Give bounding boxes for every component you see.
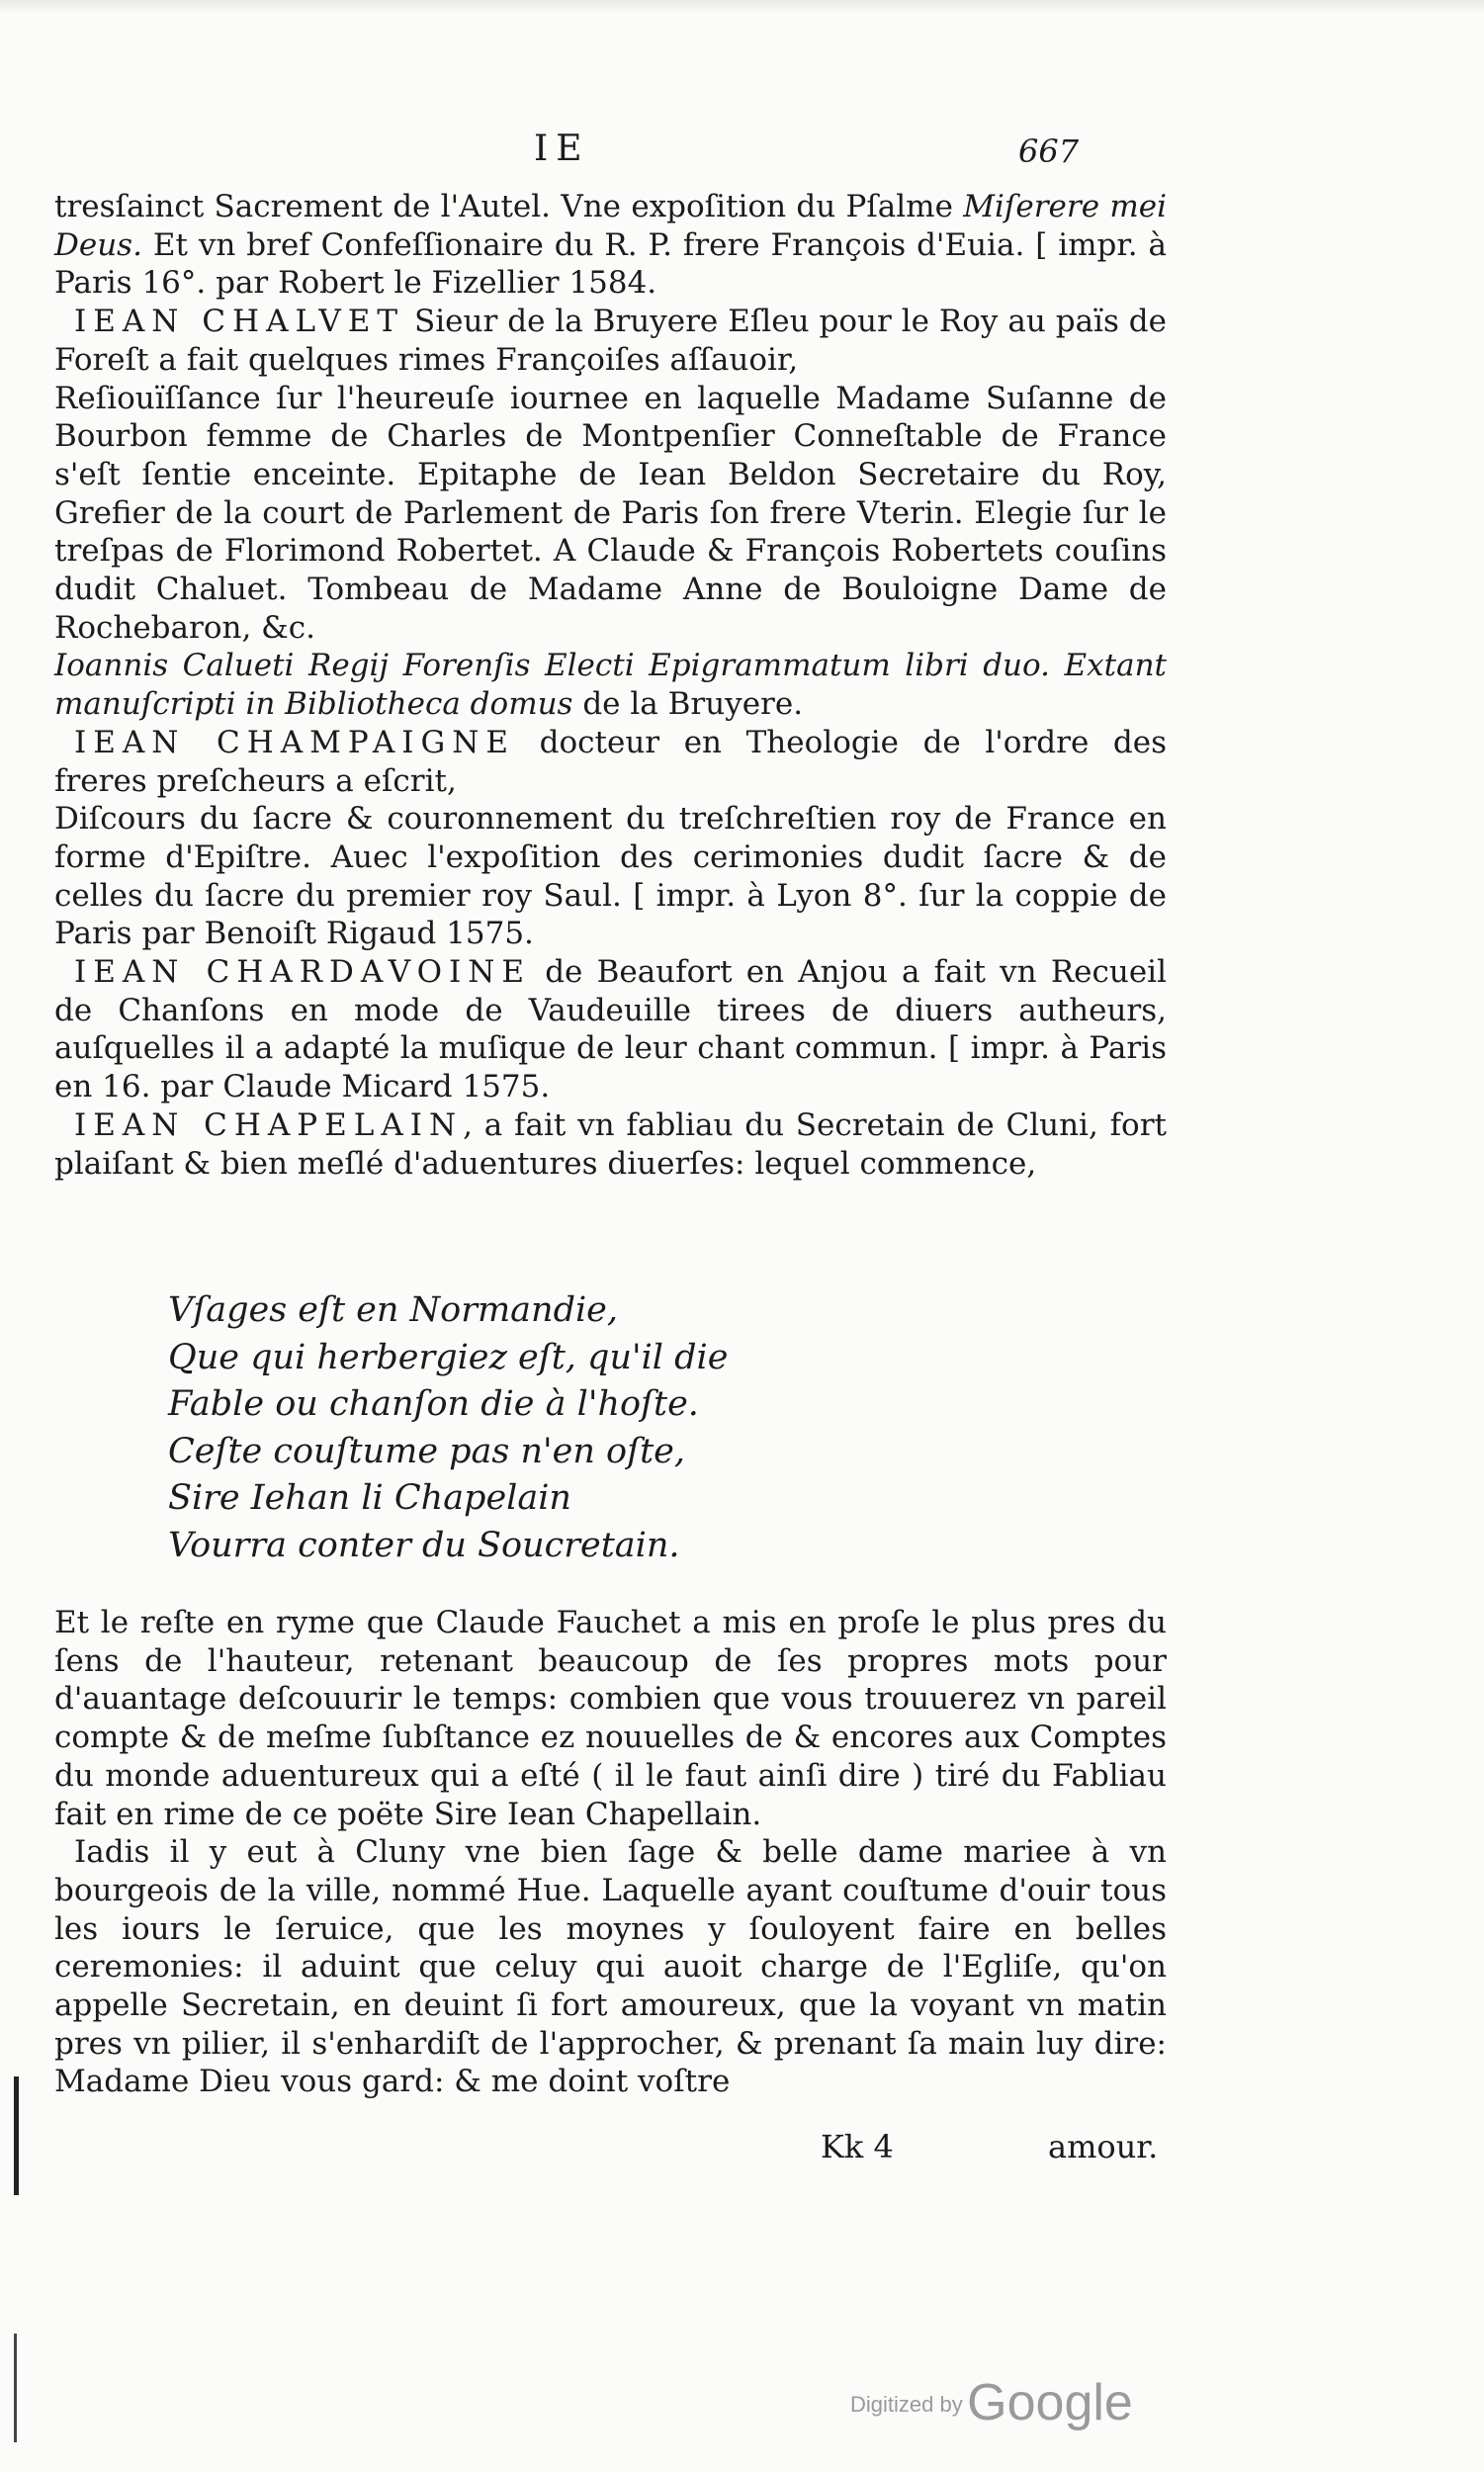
page-top-edge: [0, 0, 1484, 14]
body-text-lower: [54, 1604, 1167, 2101]
signature-mark: Kk 4: [821, 2128, 894, 2165]
running-head: IE: [534, 129, 590, 169]
entry-champaigne-work: Diſcours du ſacre & couronnement du treſchreſtien roy de France en forme d'Epiſtre. Auec l'expoſition des cerimonies dudit ſacre & de celles du ſacre du premier roy Saul. [ impr. à Lyon 8°. ſur la coppie de Paris par Benoiſt Rigaud 1575.: [54, 801, 1167, 952]
google-logo: Google: [967, 2374, 1133, 2431]
verse-line: Que qui herbergiez eſt, qu'il die: [168, 1337, 729, 1377]
psalm-title: Miſerere mei Deus.: [54, 189, 1167, 263]
paragraph-reste: Et le reſte en ryme que Claude Fauchet a mis en proſe le plus pres du ſens de l'hauteur, retenant beaucoup de ſes propres mots pour d'auantage deſcouurir le temps: combien que vous trouuerez vn pareil compte & de meſme ſubſtance ez nouuelles de & encores aux Comptes du monde aduentureux qui a eſté ( il le faut ainſi dire ) tiré du Fabliau fait en rime de ce poëte Sire Iean Chapellain.: [54, 1605, 1167, 1832]
entry-chardavoine: IEAN CHARDAVOINE de Beaufort en Anjou a fait vn Recueil de Chanſons en mode de Vaudeuille tirees de diuers autheurs, auſquelles il a adapté la muſique de leur chant commun. [ impr. à Paris en 16. par Claude Micard 1575.: [54, 954, 1168, 1105]
verse-line: Fable ou chanſon die à l'hoſte.: [168, 1384, 699, 1424]
entry-champaigne: IEAN CHAMPAIGNE docteur en Theologie de l'ordre des freres preſcheurs a eſcrit,: [54, 724, 1167, 799]
paragraph-iadis: Iadis il y eut à Cluny vne bien ſage & belle dame mariee à vn bourgeois de la ville, nommé Hue. Laquelle ayant couſtume d'ouir tous les iours le ſeruice, que les moynes y ſouloyent faire en belles ceremonies: il aduint que celuy qui auoit charge de l'Egliſe, qu'on appelle Secretain, en deuint ſi fort amoureux, que la voyant vn matin pres vn pilier, il s'enhardiſt de l'approcher, & prenant ſa main luy dire: Madame Dieu vous gard: & me doint voſtre: [54, 1834, 1167, 2100]
paragraph-continuation: tresſainct Sacrement de l'Autel. Vne expoſition du Pſalme Miſerere mei Deus. Et vn bref Confeſſionaire du R. P. frere François d'Euia. [ impr. à Paris 16°. par Robert le Fizellier 1584.: [54, 189, 1167, 302]
entry-chaluet: IEAN CHALVET Sieur de la Bruyere Eſleu pour le Roy au païs de Foreſt a fait quelques rimes Françoiſes aſſauoir,: [54, 304, 1168, 378]
author-name: IEAN CHAMPAIGNE: [74, 724, 516, 760]
author-name: IEAN CHALVET: [74, 304, 405, 340]
digitized-watermark: Digitized by Google: [850, 2374, 1133, 2431]
author-name: IEAN CHARDAVOINE: [74, 954, 532, 991]
verse-line: Vourra conter du Soucretain.: [168, 1525, 680, 1565]
binding-shadow: [14, 2076, 19, 2195]
body-text-upper: [54, 188, 1167, 1183]
entry-chapelain: IEAN CHAPELAIN, a fait vn fabliau du Secretain de Cluni, fort plaiſant & bien meſlé d'aduentures diuerſes: lequel commence,: [54, 1106, 1167, 1182]
entry-chaluet-works: Reſiouïſſance ſur l'heureuſe iournee en laquelle Madame Suſanne de Bourbon femme de Charles de Montpenſier Conneſtable de France s'eſt ſentie enceinte. Epitaphe de Iean Beldon Secretaire du Roy, Grefier de la court de Parlement de Paris ſon frere Vterin. Elegie ſur le treſpas de Florimond Robertet. A Claude & François Robertets couſins dudit Chaluet. Tombeau de Madame Anne de Bouloigne Dame de Rochebaron, &c.: [54, 380, 1167, 646]
verse-line: Sire Iehan li Chapelain: [168, 1478, 571, 1518]
entry-chaluet-latin: Ioannis Calueti Regij Forenſis Electi Epigrammatum libri duo. Extant manuſcripti in Bibliotheca domus de la Bruyere.: [54, 648, 1167, 723]
page-number: 667: [1018, 132, 1080, 170]
catchword: amour.: [1048, 2128, 1159, 2165]
verse-quotation: [168, 1287, 728, 1569]
verse-line: Vſages eſt en Normandie,: [168, 1290, 618, 1330]
author-name: IEAN CHAPELAIN: [74, 1106, 464, 1143]
verse-line: Ceſte couſtume pas n'en oſte,: [168, 1431, 685, 1471]
binding-shadow-lower: [14, 2334, 17, 2442]
